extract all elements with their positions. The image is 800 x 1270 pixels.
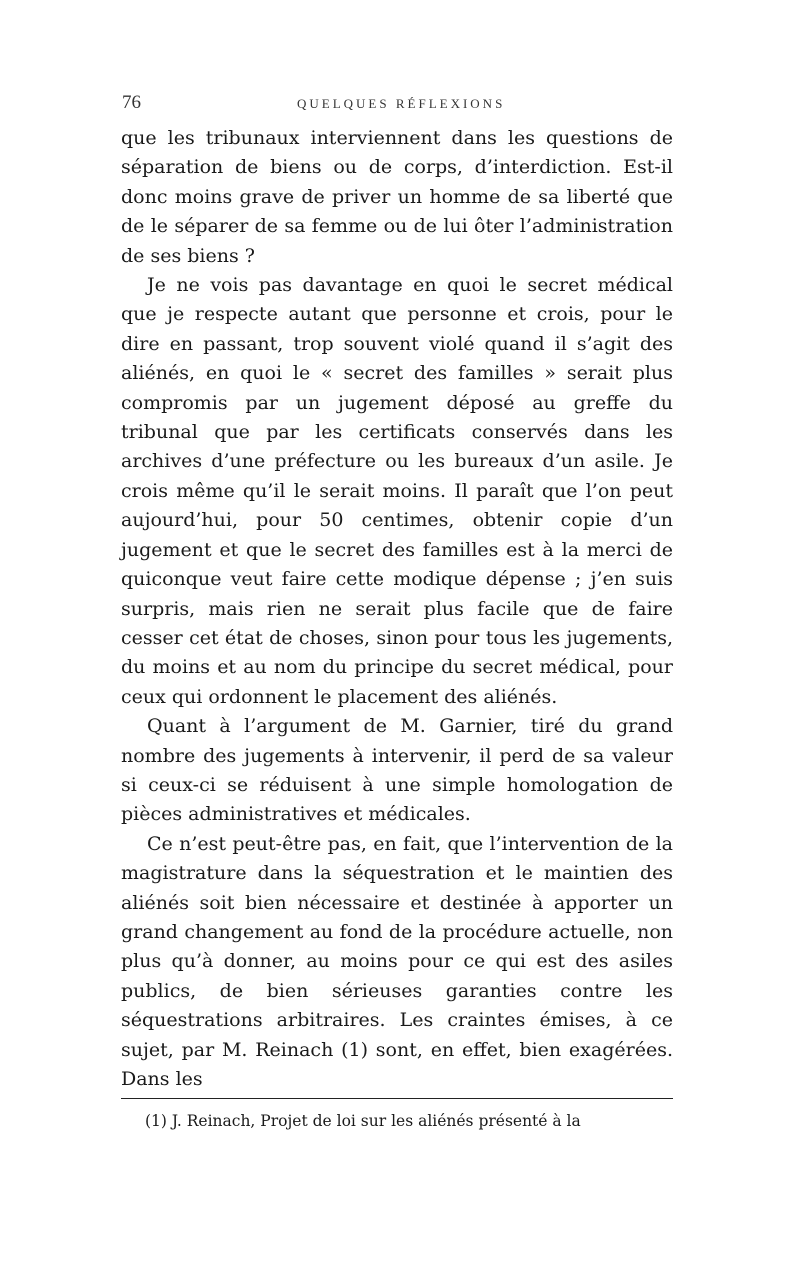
page-number: 76 [122,92,141,113]
body-text [121,124,673,1094]
paragraph-1: que les tribunaux interviennent dans les questions de séparation de biens ou de corps, d’interdiction. Est-il donc moins grave de priver un homme de sa liberté que de le séparer de sa femme ou de lui ôter l’administration de ses biens ? [121,127,673,267]
paragraph-3: Quant à l’argument de M. Garnier, tiré du grand nombre des jugements à intervenir, il perd de sa valeur si ceux-ci se réduisent à une simple homologation de pièces administratives et médicales. [121,715,673,826]
page-header [122,92,682,116]
footnote-divider [121,1098,673,1099]
footnote: (1) J. Reinach, Projet de loi sur les aliénés présenté à la [145,1112,581,1130]
running-title: QUELQUES RÉFLEXIONS [297,96,506,111]
paragraph-4: Ce n’est peut-être pas, en fait, que l’intervention de la magistrature dans la séquestration et le maintien des aliénés soit bien nécessaire et destinée à apporter un grand changement au fond de la procédure actuelle, non plus qu’à donner, au moins pour ce qui est des asiles publics, de bien sérieuses garanties contre les séquestrations arbitraires. Les craintes émises, à ce sujet, par M. Reinach (1) sont, en effet, bien exagérées. Dans les [121,832,673,1090]
paragraph-2: Je ne vois pas davantage en quoi le secret médical que je respecte autant que personne et crois, pour le dire en passant, trop souvent violé quand il s’agit des aliénés, en quoi le « secret des familles » serait plus compromis par un jugement déposé au greffe du tribunal que par les certificats conservés dans les archives d’une préfecture ou les bureaux d’un asile. Je crois même qu’il le serait moins. Il paraît que l’on peut aujourd’hui, pour 50 centimes, obtenir copie d’un jugement et que le secret des familles est à la merci de quiconque veut faire cette modique dépense ; j’en suis surpris, mais rien ne serait plus facile que de faire cesser cet état de choses, sinon pour tous les jugements, du moins et au nom du principe du secret médical, pour ceux qui ordonnent le placement des aliénés. [121,274,673,708]
